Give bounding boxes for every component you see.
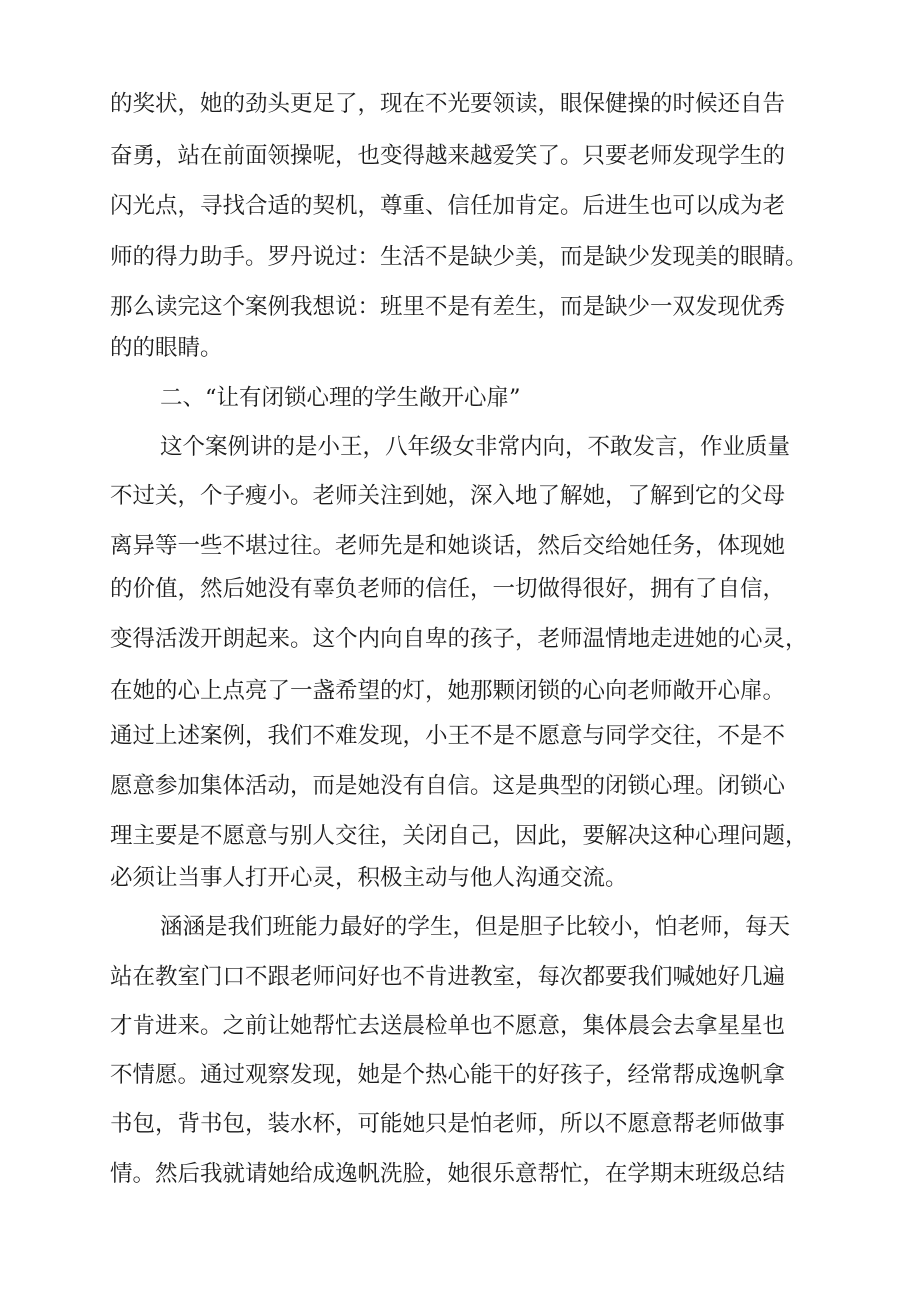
text-line: 情。然后我就请她给成逸帆洗脸，她很乐意帮忙，在学期末班级总结 [110,1161,786,1187]
text-line: 变得活泼开朗起来。这个内向自卑的孩子，老师温情地走进她的心灵， [110,626,808,652]
text-line: 涵涵是我们班能力最好的学生，但是胆子比较小，怕老师，每天 [160,914,791,940]
text-line: 的价值，然后她没有辜负老师的信任，一切做得很好，拥有了自信， [110,576,786,602]
text-line: 理主要是不愿意与别人交往，关闭自己，因此，要解决这种心理问题， [110,823,808,849]
text-line: 离异等一些不堪过往。老师先是和她谈话，然后交给她任务，体现她 [110,533,786,559]
text-line: 必须让当事人打开心灵，积极主动与他人沟通交流。 [110,865,628,891]
text-line: 那么读完这个案例我想说：班里不是有差生，而是缺少一双发现优秀 [110,294,786,320]
text-line: 不情愿。通过观察发现，她是个热心能干的好孩子，经常帮成逸帆拿 [110,1062,786,1088]
text-line: 书包，背书包，装水杯，可能她只是怕老师，所以不愿意帮老师做事 [110,1111,786,1137]
text-line: 闪光点，寻找合适的契机，尊重、信任加肯定。后进生也可以成为老 [110,193,786,219]
text-line: 奋勇，站在前面领操呢，也变得越来越爱笑了。只要老师发现学生的 [110,143,786,169]
text-line: 才肯进来。之前让她帮忙去送晨检单也不愿意，集体晨会去拿星星也 [110,1013,786,1039]
text-line: 愿意参加集体活动，而是她没有自信。这是典型的闭锁心理。闭锁心 [110,773,786,799]
text-line: 的的眼睛。 [110,335,223,361]
text-line: 站在教室门口不跟老师问好也不肯进教室，每次都要我们喊她好几遍 [110,964,786,990]
text-line: 的奖状，她的劲头更足了，现在不光要领读，眼保健操的时候还自告 [110,91,786,117]
text-line: 不过关，个子瘦小。老师关注到她，深入地了解她，了解到它的父母 [110,483,786,509]
text-line: 在她的心上点亮了一盏希望的灯，她那颗闭锁的心向老师敞开心扉。 [110,678,786,704]
text-line: 师的得力助手。罗丹说过：生活不是缺少美，而是缺少发现美的眼睛。 [110,244,808,270]
text-line: 这个案例讲的是小王，八年级女非常内向，不敢发言，作业质量 [160,434,791,460]
text-line: 通过上述案例，我们不难发现，小王不是不愿意与同学交往，不是不 [110,723,786,749]
section-heading: 二、“让有闭锁心理的学生敞开心扉” [160,385,521,411]
